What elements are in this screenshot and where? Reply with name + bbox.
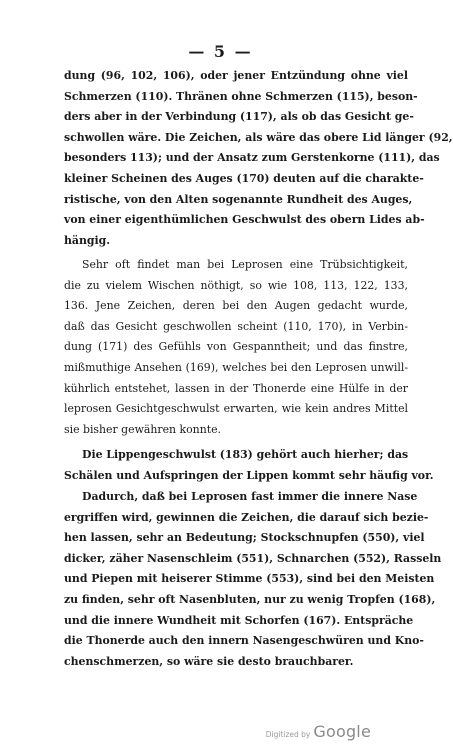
text-line: dicker, zäher Nasenschleim (551), Schnarchen (552), Rasseln xyxy=(64,551,442,565)
paragraph-3 xyxy=(64,445,434,486)
text-line: zu finden, sehr oft Nasenbluten, nur zu wenig Tropfen (168), xyxy=(64,592,436,606)
text-line: und die innere Wundheit mit Schorfen (167). Entspräche xyxy=(64,613,414,627)
text-line: hängig. xyxy=(64,233,111,247)
text-line: dung (171) des Gefühls von Gespanntheit; und das finstre, xyxy=(64,340,408,354)
google-logo: Google xyxy=(313,722,371,741)
text-line: Sehr oft findet man bei Leprosen eine Trübsichtigkeit, xyxy=(82,258,408,271)
text-line: mißmuthige Ansehen (169), welches bei den Leprosen unwill- xyxy=(64,360,408,374)
text-line: die Thonerde auch den innern Nasengeschwüren und Kno- xyxy=(64,634,424,648)
text-line: Schmerzen (110). Thränen ohne Schmerzen (115), beson- xyxy=(64,89,418,103)
text-line: 136. Jene Zeichen, deren bei den Augen gedacht wurde, xyxy=(64,299,408,313)
text-line: schwollen wäre. Die Zeichen, als wäre das obere Lid länger (92, xyxy=(64,130,453,144)
text-line: leprosen Gesichtgeschwulst erwarten, wie kein andres Mittel xyxy=(64,402,408,416)
text-line: chenschmerzen, so wäre sie desto brauchbarer. xyxy=(64,654,354,668)
text-line: Die Lippengeschwulst (183) gehört auch hierher; das xyxy=(82,448,409,461)
text-line: daß das Gesicht geschwollen scheint (110, 170), in Verbin- xyxy=(64,319,408,333)
text-line: ergriffen wird, gewinnen die Zeichen, die darauf sich bezie- xyxy=(64,510,429,524)
text-line: die zu vielem Wischen nöthigt, so wie 108, 113, 122, 133, xyxy=(64,278,408,292)
text-line: Dadurch, daß bei Leprosen fast immer die innere Nase xyxy=(82,490,418,503)
page-number: — 5 — xyxy=(188,42,253,61)
text-line: und Piepen mit heiserer Stimme (553), sind bei den Meisten xyxy=(64,572,435,586)
paragraph-1 xyxy=(64,66,453,251)
paragraph-4 xyxy=(64,487,442,672)
text-line: sie bisher gewähren konnte. xyxy=(64,422,221,436)
text-line: kleiner Scheinen des Auges (170) deuten auf die charakte- xyxy=(64,171,424,185)
paragraph-2 xyxy=(64,255,408,440)
digitized-by-label: Digitized by xyxy=(265,730,311,739)
text-line: kührlich entstehet, lassen in der Thonerde eine Hülfe in der xyxy=(64,381,408,395)
text-line: Schälen und Aufspringen der Lippen kommt sehr häufig vor. xyxy=(64,468,434,482)
text-line: besonders 113); und der Ansatz zum Gerstenkorne (111), das xyxy=(64,151,440,165)
text-line: ristische, von den Alten sogenannte Rundheit des Auges, xyxy=(64,192,413,206)
text-line: dung (96, 102, 106), oder jener Entzündung ohne viel xyxy=(64,69,408,82)
text-line: ders aber in der Verbindung (117), als ob das Gesicht ge- xyxy=(64,110,414,124)
text-line: hen lassen, sehr an Bedeutung; Stockschnupfen (550), viel xyxy=(64,531,425,545)
digitized-by-watermark xyxy=(266,722,371,741)
text-line: von einer eigenthümlichen Geschwulst des obern Lides ab- xyxy=(64,213,425,227)
